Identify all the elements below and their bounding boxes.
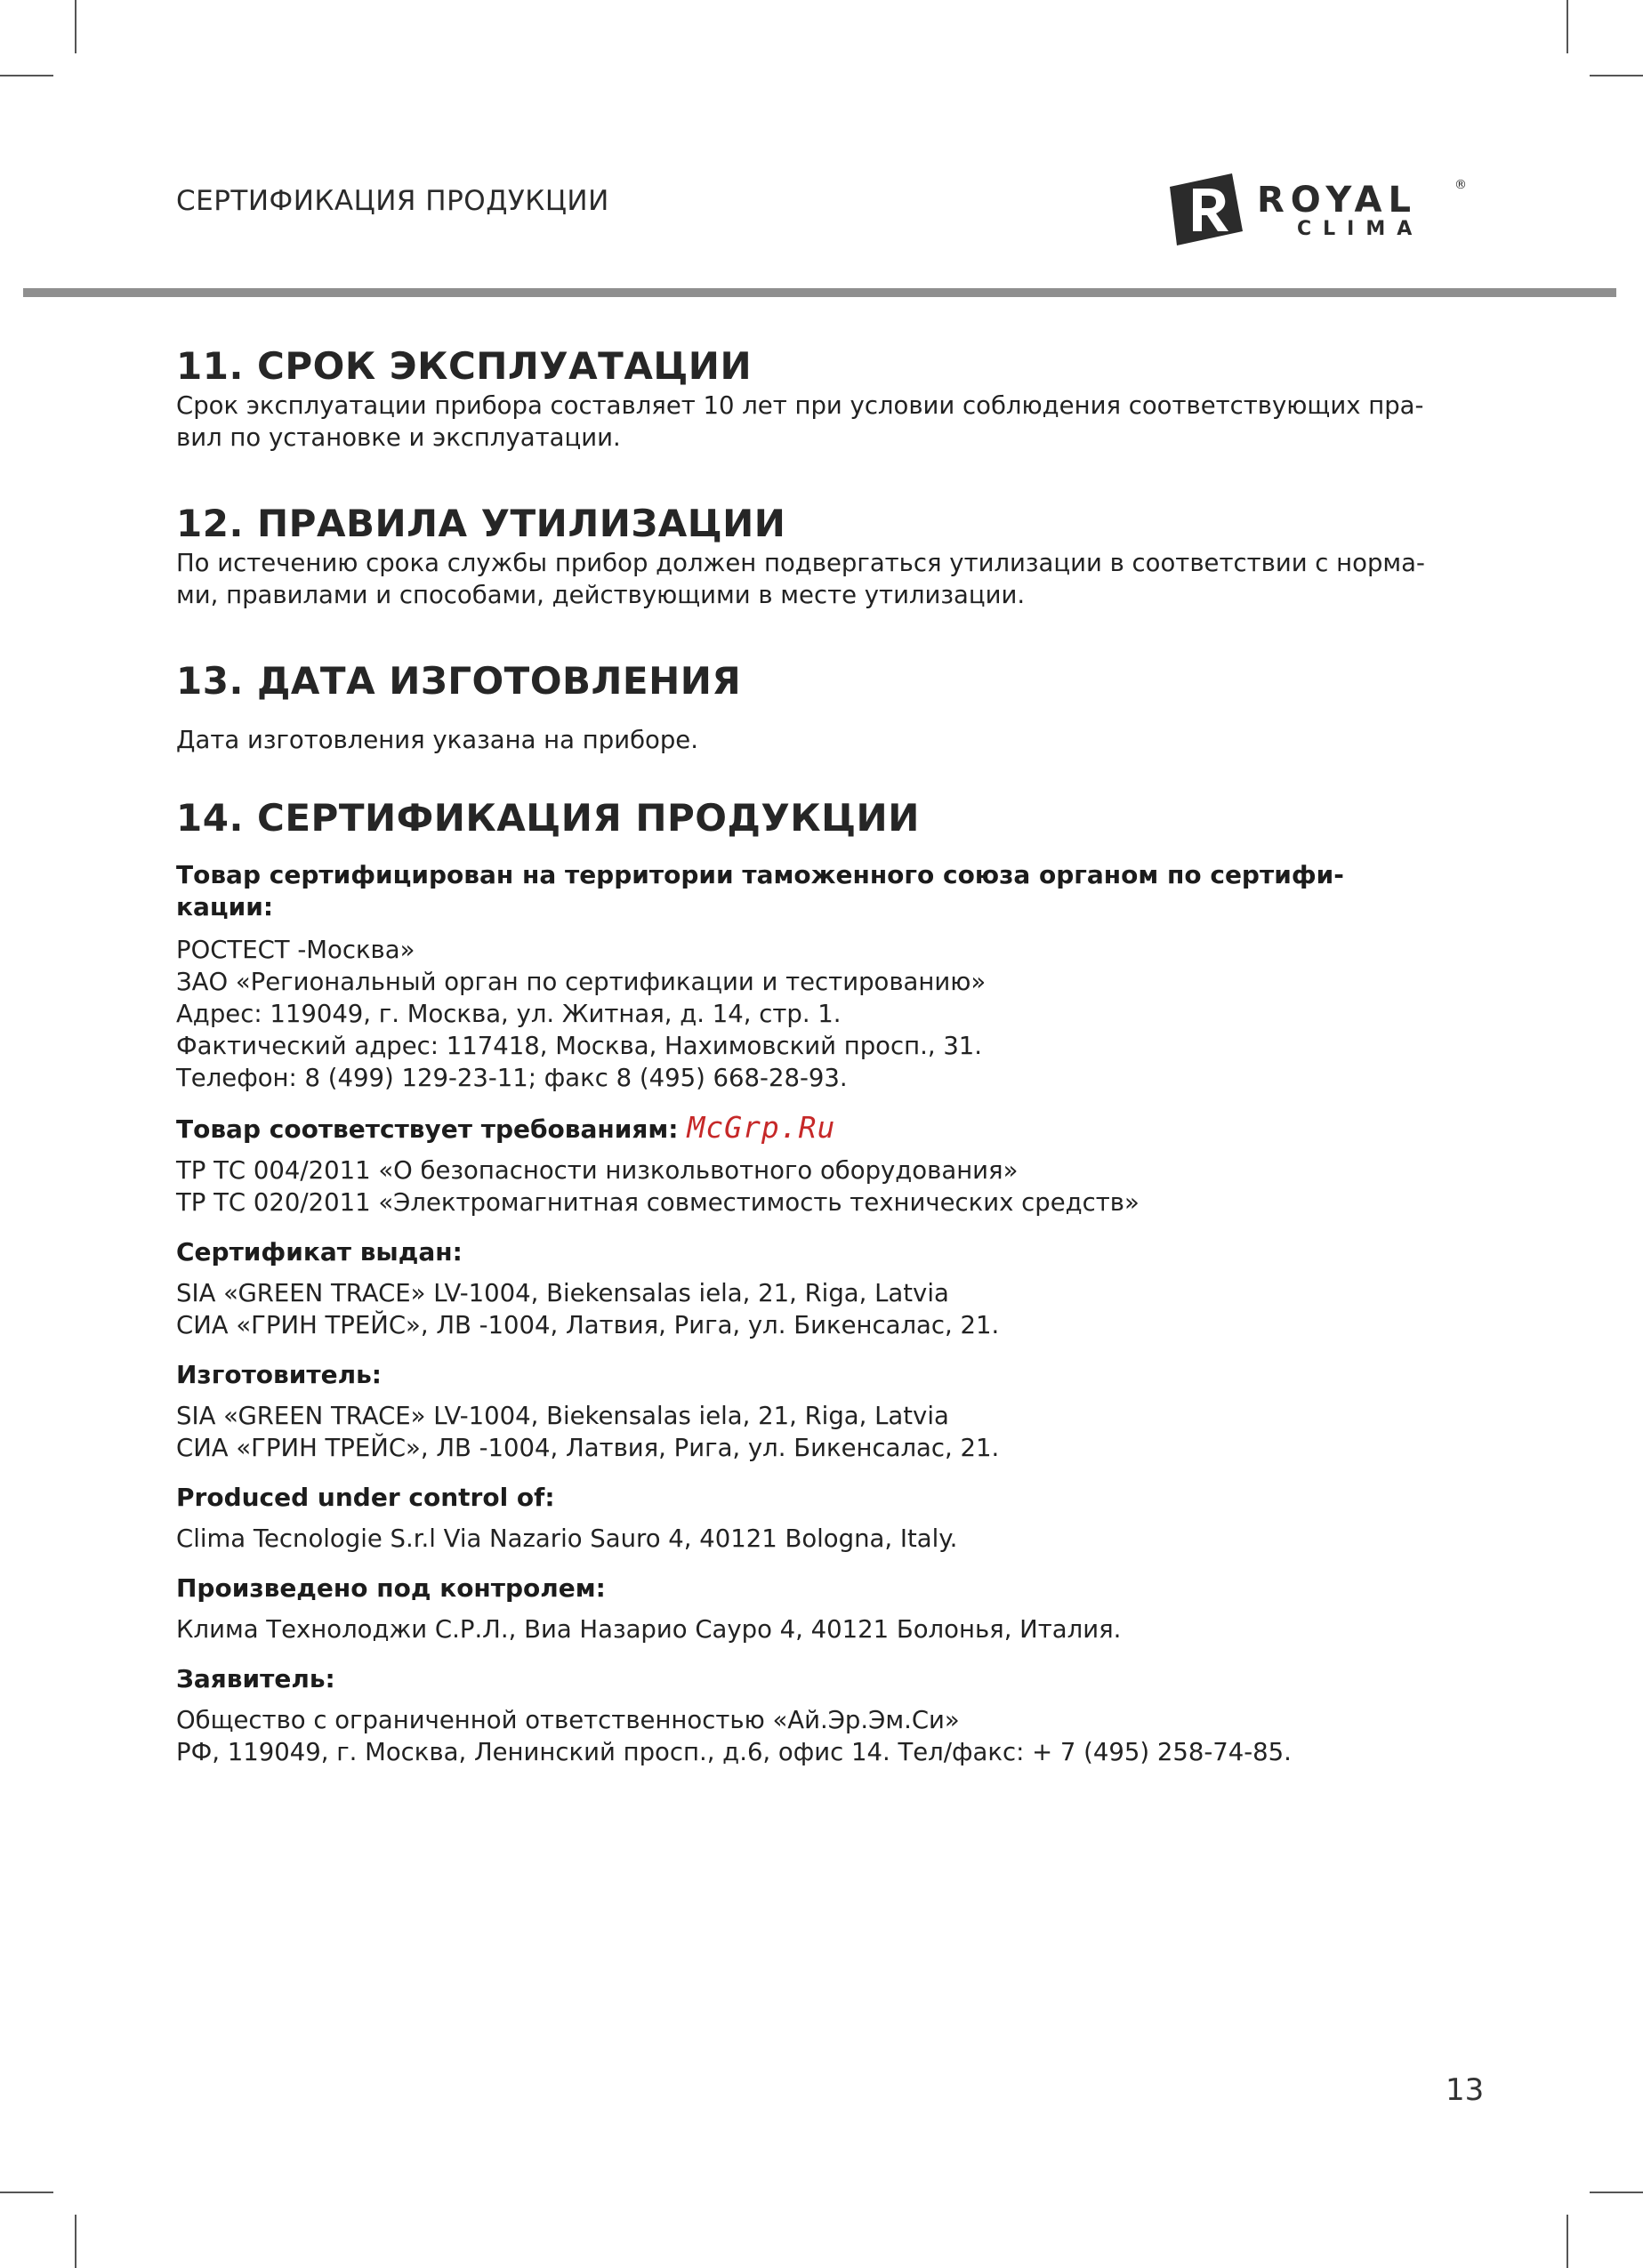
main-content <box>176 343 1475 1768</box>
certified-line: Фактический адрес: 117418, Москва, Нахимовский просп., 31. <box>176 1032 983 1060</box>
header-title: СЕРТИФИКАЦИЯ ПРОДУКЦИИ <box>176 185 609 217</box>
section-13-text: Дата изготовления указана на приборе. <box>176 726 698 754</box>
requirements-body <box>176 1154 1475 1218</box>
crop-mark-bottom-right-h <box>1590 2192 1643 2193</box>
certified-line: Адрес: 119049, г. Москва, ул. Житная, д. 14, стр. 1. <box>176 1000 842 1028</box>
section-11-text-line-1: Срок эксплуатации прибора составляет 10 лет при условии соблюдения соответствующих пра- <box>176 391 1424 420</box>
applicant-line: Общество с ограниченной ответственностью «Ай.Эр.Эм.Си» <box>176 1706 960 1734</box>
section-13-heading: 13. ДАТА ИЗГОТОВЛЕНИЯ <box>176 659 742 703</box>
crop-mark-bottom-left-h <box>0 2192 53 2193</box>
section-11-text-line-2: вил по установке и эксплуатации. <box>176 423 621 452</box>
logo-r-emblem-icon <box>1161 169 1250 249</box>
logo-subword: CLIMA <box>1297 218 1424 240</box>
certified-title-line-1: Товар сертифицирован на территории таможенного союза органом по сертифи- <box>176 860 1344 889</box>
crop-mark-top-left-v <box>75 0 77 53</box>
requirements-title: Товар соответствует требованиям: <box>176 1114 679 1144</box>
crop-mark-top-left-h <box>0 75 53 76</box>
manufacturer-line: СИА «ГРИН ТРЕЙС», ЛВ -1004, Латвия, Рига, ул. Бикенсалас, 21. <box>176 1434 1000 1462</box>
produced-en-line: Clima Tecnologie S.r.l Via Nazario Sauro 4, 40121 Bologna, Italy. <box>176 1524 958 1553</box>
watermark: McGrp.Ru <box>687 1110 836 1145</box>
header-divider <box>23 288 1616 297</box>
manufacturer-line: SIA «GREEN TRACE» LV-1004, Biekensalas iela, 21, Riga, Latvia <box>176 1402 949 1430</box>
crop-mark-top-right-v <box>1566 0 1568 53</box>
logo-registered: ® <box>1454 178 1467 192</box>
section-11-heading: 11. СРОК ЭКСПЛУАТАЦИИ <box>176 344 753 388</box>
section-12-heading: 12. ПРАВИЛА УТИЛИЗАЦИИ <box>176 502 786 545</box>
certified-line: ЗАО «Региональный орган по сертификации и тестированию» <box>176 968 987 996</box>
requirements-title-row <box>176 1112 1475 1146</box>
applicant-title: Заявитель: <box>176 1664 335 1693</box>
crop-mark-top-right-h <box>1590 75 1643 76</box>
produced-ru-title: Произведено под контролем: <box>176 1573 606 1603</box>
issued-line: SIA «GREEN TRACE» LV-1004, Biekensalas iela, 21, Riga, Latvia <box>176 1279 949 1307</box>
applicant-body <box>176 1704 1475 1768</box>
crop-mark-bottom-left-v <box>75 2215 77 2268</box>
manufacturer-body <box>176 1400 1475 1464</box>
section-12-text-line-2: ми, правилами и способами, действующими в месте утилизации. <box>176 581 1026 609</box>
crop-mark-bottom-right-v <box>1566 2215 1568 2268</box>
section-12-text-line-1: По истечению срока службы прибор должен подвергаться утилизации в соответствии с норма- <box>176 549 1425 577</box>
section-14-heading: 14. СЕРТИФИКАЦИЯ ПРОДУКЦИИ <box>176 796 920 840</box>
issued-title: Сертификат выдан: <box>176 1237 463 1267</box>
applicant-line: РФ, 119049, г. Москва, Ленинский просп., д.6, офис 14. Тел/факс: + 7 (495) 258-74-85. <box>176 1738 1292 1766</box>
certified-title-line-2: кации: <box>176 892 274 921</box>
requirements-line: ТР ТС 004/2011 «О безопасности низкольвотного оборудования» <box>176 1156 1019 1185</box>
page-number: 13 <box>1446 2072 1485 2108</box>
royal-clima-logo <box>1161 169 1468 249</box>
requirements-line: ТР ТС 020/2011 «Электромагнитная совместимость технических средств» <box>176 1188 1140 1217</box>
produced-en-title: Produced under control of: <box>176 1483 555 1512</box>
manufacturer-title: Изготовитель: <box>176 1360 382 1389</box>
certified-line: РОСТЕСТ -Москва» <box>176 936 415 964</box>
certified-line: Телефон: 8 (499) 129-23-11; факс 8 (495) 668-28-93. <box>176 1064 848 1092</box>
certified-body <box>176 934 1475 1094</box>
issued-line: СИА «ГРИН ТРЕЙС», ЛВ -1004, Латвия, Рига, ул. Бикенсалас, 21. <box>176 1311 1000 1339</box>
produced-ru-line: Клима Технолоджи С.Р.Л., Виа Назарио Сауро 4, 40121 Болонья, Италия. <box>176 1615 1122 1644</box>
logo-word: ROYAL <box>1257 180 1417 221</box>
issued-body <box>176 1277 1475 1341</box>
